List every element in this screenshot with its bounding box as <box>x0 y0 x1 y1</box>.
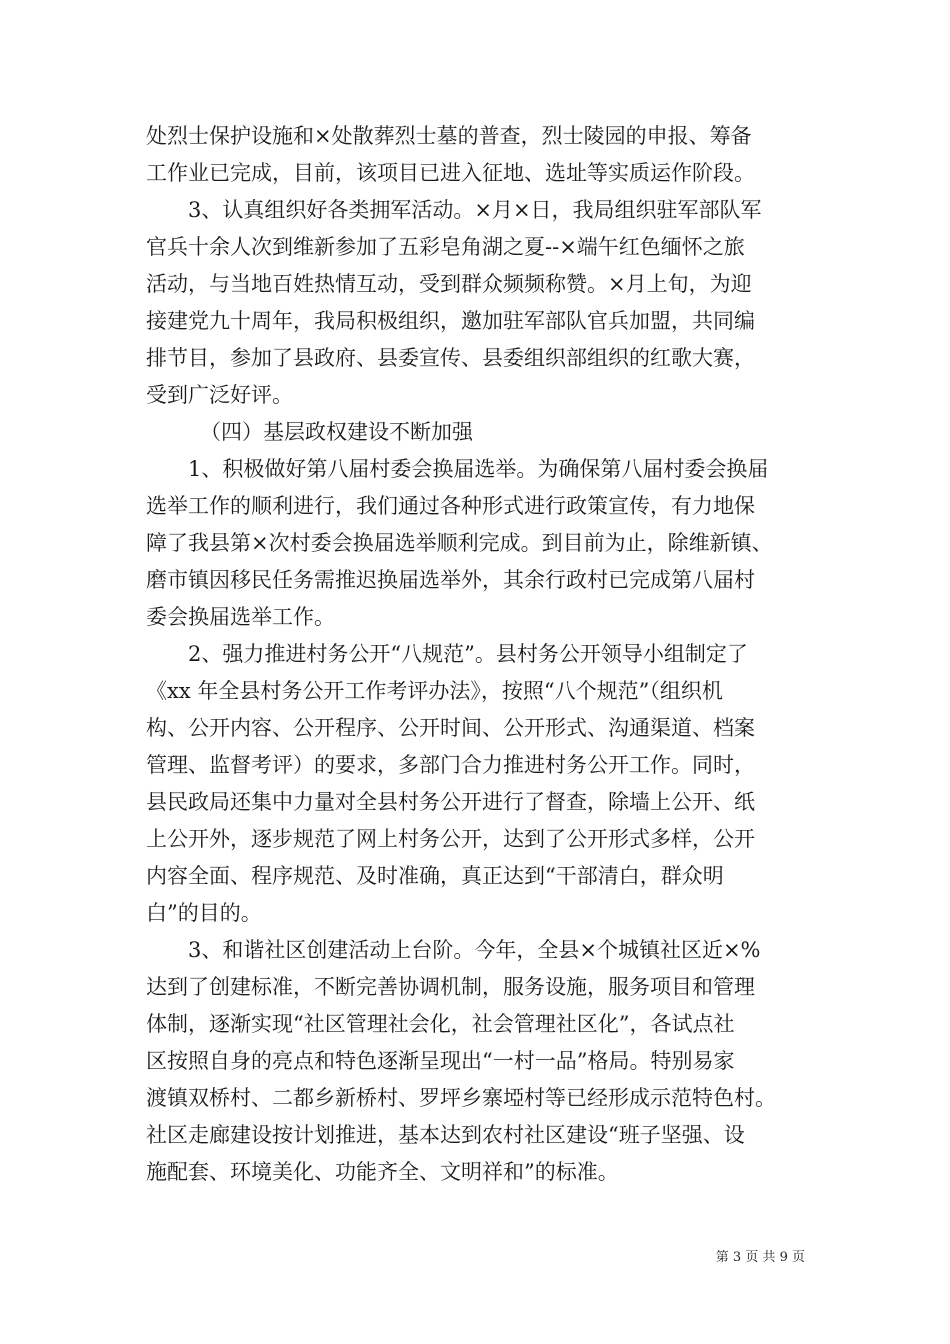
text-line: 上公开外，逐步规范了网上村务公开，达到了公开形式多样，公开 <box>146 827 755 851</box>
text-line: 施配套、环境美化、功能齐全、文明祥和”的标准。 <box>146 1160 619 1184</box>
text-line: 受到广泛好评。 <box>146 383 293 407</box>
text-line: 管理、监督考评）的要求，多部门合力推进村务公开工作。同时， <box>146 753 755 777</box>
text-line: 内容全面、程序规范、及时准确，真正达到“干部清白，群众明 <box>146 864 724 888</box>
text-line: 体制，逐渐实现“社区管理社会化，社会管理社区化”，各试点社 <box>146 1012 735 1036</box>
text-line: 达到了创建标准，不断完善协调机制，服务设施，服务项目和管理 <box>146 975 755 999</box>
text-line: 活动，与当地百姓热情互动，受到群众频频称赞。×月上旬，为迎 <box>146 272 752 296</box>
text-line: 委会换届选举工作。 <box>146 605 335 629</box>
paragraph-start-line: 1、积极做好第八届村委会换届选举。为确保第八届村委会换届 <box>188 457 769 481</box>
text-line: 排节目，参加了县政府、县委宣传、县委组织部组织的红歌大赛， <box>146 346 755 370</box>
paragraph-start-line: 3、认真组织好各类拥军活动。×月×日，我局组织驻军部队军 <box>188 198 762 222</box>
document-body <box>146 118 814 1191</box>
text-line: 障了我县第×次村委会换届选举顺利完成。到目前为止，除维新镇、 <box>146 531 773 555</box>
paragraph-start-line: 3、和谐社区创建活动上台阶。今年，全县×个城镇社区近×% <box>188 938 761 962</box>
text-line: 区按照自身的亮点和特色逐渐呈现出“一村一品”格局。特别易家 <box>146 1049 735 1073</box>
text-line: 《xx 年全县村务公开工作考评办法》，按照“八个规范”（组织机 <box>146 679 723 703</box>
text-line: 处烈士保护设施和×处散葬烈士墓的普查，烈士陵园的申报、筹备 <box>146 124 752 148</box>
text-line: 工作业已完成，目前，该项目已进入征地、选址等实质运作阶段。 <box>146 161 755 185</box>
text-line: 渡镇双桥村、二都乡新桥村、罗坪乡寨埡村等已经形成示范特色村。 <box>146 1086 776 1110</box>
text-line: 构、公开内容、公开程序、公开时间、公开形式、沟通渠道、档案 <box>146 716 755 740</box>
text-line: 磨市镇因移民任务需推迟换届选举外，其余行政村已完成第八届村 <box>146 568 755 592</box>
text-line: 官兵十余人次到维新参加了五彩皂角湖之夏--×端午红色缅怀之旅 <box>146 235 745 259</box>
text-line: 社区走廊建设按计划推进，基本达到农村社区建设“班子坚强、设 <box>146 1123 745 1147</box>
text-line: 接建党九十周年，我局积极组织，邀加驻军部队官兵加盟，共同编 <box>146 309 755 333</box>
page-number-footer: 第 3 页 共 9 页 <box>715 1250 805 1265</box>
text-line: 白”的目的。 <box>146 901 262 925</box>
paragraph-start-line: 2、强力推进村务公开“八规范”。县村务公开领导小组制定了 <box>188 642 748 666</box>
text-line: 县民政局还集中力量对全县村务公开进行了督查，除墙上公开、纸 <box>146 790 755 814</box>
section-heading: （四）基层政权建设不断加强 <box>200 420 473 444</box>
text-line: 选举工作的顺利进行，我们通过各种形式进行政策宣传，有力地保 <box>146 494 755 518</box>
